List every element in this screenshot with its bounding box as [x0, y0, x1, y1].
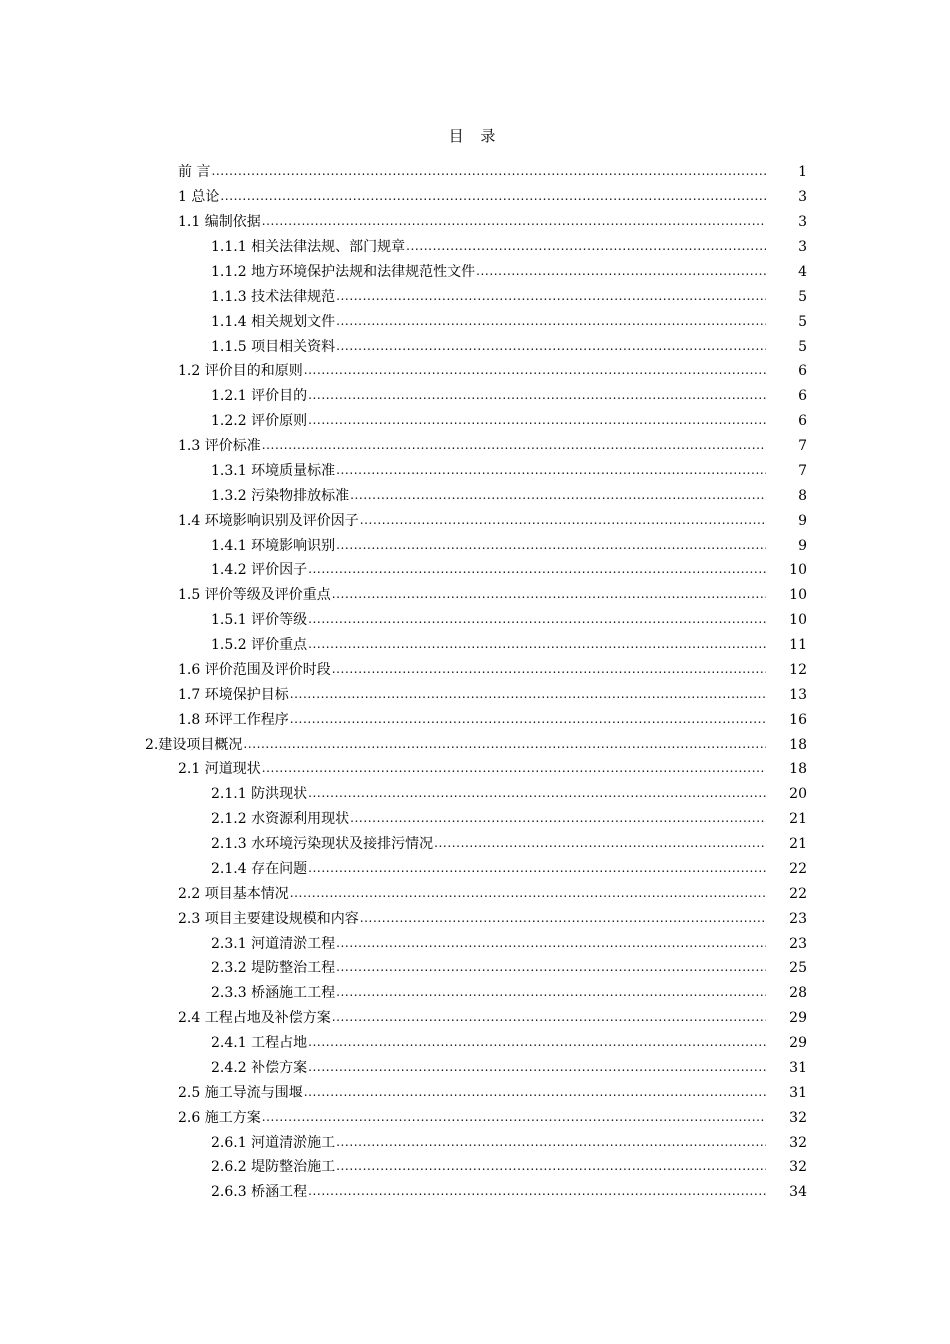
toc-entry-page-number: 4 [798, 263, 807, 280]
toc-dot-leader [308, 785, 766, 803]
toc-dot-leader [220, 188, 766, 206]
toc-entry-page-number: 16 [789, 711, 807, 728]
toc-entry-page-number: 12 [789, 661, 807, 678]
toc-entry-label: 2.3.2 堤防整治工程 [211, 960, 336, 977]
toc-dot-leader [336, 462, 766, 480]
toc-entry-page-number: 5 [798, 288, 807, 305]
toc-entry-page-number: 20 [789, 786, 807, 803]
toc-entry-label: 2.5 施工导流与围堰 [178, 1084, 303, 1101]
toc-entry[interactable] [0, 1080, 950, 1105]
toc-entry-page-number: 13 [789, 686, 807, 703]
toc-entry-page-number: 3 [798, 214, 807, 231]
toc-entry-page-number: 29 [789, 1035, 807, 1052]
toc-entry-page-number: 6 [798, 413, 807, 430]
toc-entry[interactable] [0, 309, 950, 334]
toc-entry[interactable] [0, 359, 950, 384]
toc-entry-page-number: 6 [798, 363, 807, 380]
toc-entry-label: 1.4.1 环境影响识别 [211, 537, 336, 554]
toc-entry-label: 2.4.2 补偿方案 [211, 1059, 308, 1076]
toc-entry[interactable] [0, 857, 950, 882]
toc-entry[interactable] [0, 384, 950, 409]
toc-entry-page-number: 32 [789, 1159, 807, 1176]
toc-dot-leader [262, 213, 766, 231]
toc-dot-leader [350, 487, 766, 505]
toc-entry-page-number: 10 [789, 587, 807, 604]
toc-entry-page-number: 5 [798, 313, 807, 330]
toc-dot-leader [336, 959, 766, 977]
toc-dot-leader [332, 661, 766, 679]
toc-entry-label: 前 言 [178, 164, 211, 181]
toc-entry-label: 2.3.3 桥涵施工工程 [211, 985, 336, 1002]
toc-entry-label: 2.6.3 桥涵工程 [211, 1184, 308, 1201]
toc-entry[interactable] [0, 633, 950, 658]
toc-dot-leader [262, 1109, 766, 1127]
toc-entry-page-number: 32 [789, 1109, 807, 1126]
toc-entry-label: 2.1.1 防洪现状 [211, 786, 308, 803]
toc-entry-page-number: 23 [789, 935, 807, 952]
toc-entry-label: 1.7 环境保护目标 [178, 686, 289, 703]
toc-entry[interactable] [0, 1006, 950, 1031]
toc-dot-leader [262, 437, 766, 455]
toc-dot-leader [336, 1158, 766, 1176]
toc-entry-page-number: 11 [789, 637, 807, 654]
toc-entry[interactable] [0, 906, 950, 931]
toc-entry-page-number: 10 [789, 612, 807, 629]
toc-entry-label: 1.1 编制依据 [178, 214, 261, 231]
toc-entry[interactable] [0, 1031, 950, 1056]
toc-list [0, 160, 950, 1205]
toc-entry[interactable] [0, 807, 950, 832]
toc-entry[interactable] [0, 284, 950, 309]
toc-entry-label: 2.1.4 存在问题 [211, 860, 308, 877]
toc-entry-page-number: 9 [798, 512, 807, 529]
toc-entry[interactable] [0, 881, 950, 906]
toc-entry[interactable] [0, 260, 950, 285]
toc-entry-page-number: 34 [789, 1184, 807, 1201]
toc-entry-page-number: 5 [798, 338, 807, 355]
toc-dot-leader [308, 636, 766, 654]
toc-entry-label: 1.5 评价等级及评价重点 [178, 587, 331, 604]
toc-entry-label: 1.1.1 相关法律法规、部门规章 [211, 239, 406, 256]
toc-entry-label: 2.3.1 河道清淤工程 [211, 935, 336, 952]
toc-dot-leader [332, 586, 766, 604]
toc-dot-leader [308, 860, 766, 878]
toc-entry[interactable] [0, 583, 950, 608]
toc-entry-page-number: 9 [798, 537, 807, 554]
toc-entry-page-number: 6 [798, 388, 807, 405]
toc-entry[interactable] [0, 1105, 950, 1130]
toc-entry-label: 2.建设项目概况 [145, 736, 243, 753]
toc-dot-leader [290, 711, 766, 729]
toc-entry-label: 2.4 工程占地及补偿方案 [178, 1010, 331, 1027]
toc-dot-leader [336, 537, 766, 555]
toc-entry[interactable] [0, 832, 950, 857]
toc-entry[interactable] [0, 533, 950, 558]
toc-entry[interactable] [0, 757, 950, 782]
toc-entry-label: 1.1.2 地方环境保护法规和法律规范性文件 [211, 263, 476, 280]
toc-entry-page-number: 18 [789, 736, 807, 753]
toc-dot-leader [350, 810, 766, 828]
toc-entry[interactable] [0, 1130, 950, 1155]
toc-entry-label: 1.4.2 评价因子 [211, 562, 308, 579]
toc-entry-page-number: 7 [798, 438, 807, 455]
toc-entry-label: 1.1.5 项目相关资料 [211, 338, 336, 355]
toc-entry-label: 2.1.3 水环境污染现状及接排污情况 [211, 836, 434, 853]
toc-dot-leader [360, 512, 766, 530]
toc-entry-page-number: 25 [789, 960, 807, 977]
toc-entry-label: 1.8 环评工作程序 [178, 711, 289, 728]
toc-dot-leader [336, 984, 766, 1002]
toc-entry-label: 1 总论 [178, 189, 220, 206]
toc-entry-page-number: 10 [789, 562, 807, 579]
toc-entry[interactable] [0, 1180, 950, 1205]
toc-entry-label: 2.6.2 堤防整治施工 [211, 1159, 336, 1176]
toc-entry[interactable] [0, 782, 950, 807]
toc-entry[interactable] [0, 608, 950, 633]
toc-entry[interactable] [0, 732, 950, 757]
toc-entry-label: 1.5.2 评价重点 [211, 637, 308, 654]
toc-dot-leader [360, 910, 766, 928]
toc-entry[interactable] [0, 334, 950, 359]
toc-entry-label: 2.3 项目主要建设规模和内容 [178, 910, 359, 927]
toc-dot-leader [262, 760, 766, 778]
toc-dot-leader [336, 1134, 766, 1152]
toc-entry-label: 2.2 项目基本情况 [178, 885, 289, 902]
toc-entry-page-number: 23 [789, 910, 807, 927]
toc-entry[interactable] [0, 707, 950, 732]
toc-dot-leader [308, 611, 766, 629]
toc-dot-leader [308, 387, 766, 405]
toc-entry-page-number: 29 [789, 1010, 807, 1027]
toc-entry-label: 2.1 河道现状 [178, 761, 261, 778]
toc-entry[interactable] [0, 981, 950, 1006]
toc-dot-leader [434, 835, 766, 853]
toc-entry-label: 2.4.1 工程占地 [211, 1035, 308, 1052]
toc-entry-label: 1.2.2 评价原则 [211, 413, 308, 430]
toc-entry-label: 2.6 施工方案 [178, 1109, 261, 1126]
toc-entry-page-number: 3 [798, 189, 807, 206]
toc-entry-label: 1.2.1 评价目的 [211, 388, 308, 405]
toc-entry[interactable] [0, 235, 950, 260]
toc-entry-page-number: 31 [789, 1059, 807, 1076]
toc-entry-page-number: 28 [789, 985, 807, 1002]
toc-dot-leader [308, 1034, 766, 1052]
toc-entry-label: 2.1.2 水资源利用现状 [211, 811, 350, 828]
toc-entry-label: 1.2 评价目的和原则 [178, 363, 303, 380]
toc-entry[interactable] [0, 1155, 950, 1180]
toc-dot-leader [406, 238, 766, 256]
toc-entry-page-number: 18 [789, 761, 807, 778]
toc-entry[interactable] [0, 409, 950, 434]
toc-entry[interactable] [0, 682, 950, 707]
toc-entry-page-number: 32 [789, 1134, 807, 1151]
toc-entry-label: 1.4 环境影响识别及评价因子 [178, 512, 359, 529]
toc-entry-page-number: 8 [798, 487, 807, 504]
toc-entry-page-number: 7 [798, 462, 807, 479]
toc-entry[interactable] [0, 210, 950, 235]
toc-dot-leader [308, 1059, 766, 1077]
toc-entry-page-number: 31 [789, 1084, 807, 1101]
toc-entry[interactable] [0, 160, 950, 185]
toc-dot-leader [336, 338, 766, 356]
toc-entry-label: 1.1.3 技术法律规范 [211, 288, 336, 305]
toc-entry[interactable] [0, 459, 950, 484]
toc-entry-label: 1.5.1 评价等级 [211, 612, 308, 629]
toc-entry-label: 1.3.1 环境质量标准 [211, 462, 336, 479]
toc-entry[interactable] [0, 956, 950, 981]
toc-dot-leader [243, 736, 766, 754]
toc-entry-page-number: 21 [789, 836, 807, 853]
toc-entry[interactable] [0, 558, 950, 583]
toc-entry-page-number: 22 [789, 860, 807, 877]
toc-dot-leader [336, 288, 766, 306]
toc-entry-label: 1.1.4 相关规划文件 [211, 313, 336, 330]
toc-dot-leader [290, 686, 766, 704]
toc-entry[interactable] [0, 483, 950, 508]
toc-dot-leader [332, 1009, 766, 1027]
toc-title: 目 录 [448, 127, 502, 145]
toc-dot-leader [211, 163, 766, 181]
toc-dot-leader [308, 1183, 766, 1201]
toc-entry-page-number: 1 [798, 164, 807, 181]
toc-entry-page-number: 3 [798, 239, 807, 256]
toc-entry-label: 1.3.2 污染物排放标准 [211, 487, 350, 504]
toc-dot-leader [304, 1084, 766, 1102]
toc-entry[interactable] [0, 1056, 950, 1081]
toc-dot-leader [476, 263, 766, 281]
toc-entry[interactable] [0, 658, 950, 683]
toc-dot-leader [336, 935, 766, 953]
toc-entry-label: 2.6.1 河道清淤施工 [211, 1134, 336, 1151]
toc-entry-page-number: 22 [789, 885, 807, 902]
toc-entry[interactable] [0, 931, 950, 956]
toc-dot-leader [304, 362, 766, 380]
toc-dot-leader [308, 561, 766, 579]
toc-dot-leader [290, 885, 766, 903]
toc-entry-page-number: 21 [789, 811, 807, 828]
toc-entry-label: 1.3 评价标准 [178, 438, 261, 455]
toc-entry-label: 1.6 评价范围及评价时段 [178, 661, 331, 678]
toc-entry[interactable] [0, 434, 950, 459]
toc-dot-leader [336, 313, 766, 331]
toc-entry[interactable] [0, 185, 950, 210]
toc-entry[interactable] [0, 508, 950, 533]
toc-dot-leader [308, 412, 766, 430]
